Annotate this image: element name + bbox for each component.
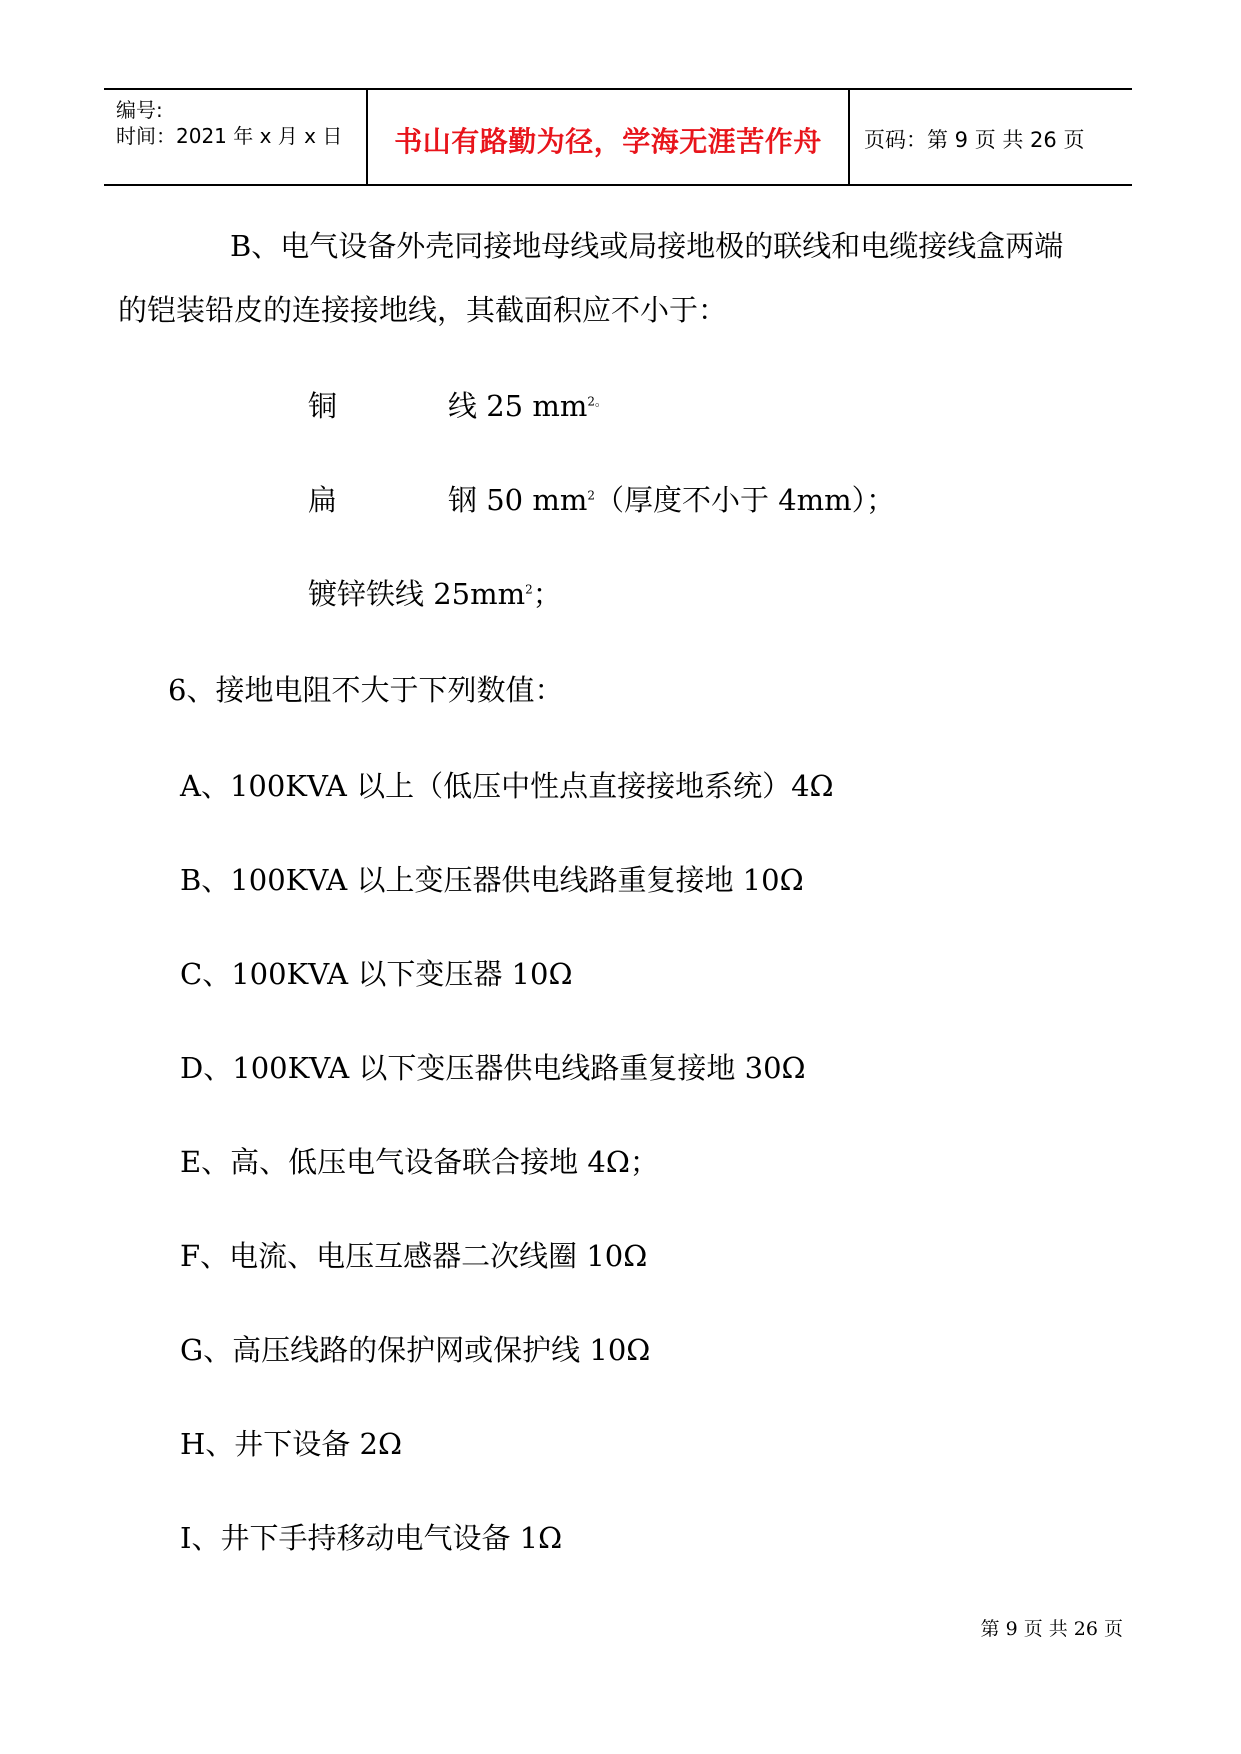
galv-superscript: 2 (525, 582, 533, 597)
list-item: B、100KVA 以上变压器供电线路重复接地 10Ω (180, 863, 804, 897)
number-label: 编号: (116, 98, 163, 122)
list-item: D、100KVA 以下变压器供电线路重复接地 30Ω (180, 1051, 806, 1085)
list-item: I、井下手持移动电气设备 1Ω (180, 1521, 563, 1555)
motto: 书山有路勤为径，学海无涯苦作舟 (394, 125, 822, 158)
list-item: F、电流、电压互感器二次线圈 10Ω (180, 1239, 648, 1273)
list-item: C、100KVA 以下变压器 10Ω (180, 957, 573, 991)
header-page-cell (850, 90, 1132, 184)
flat-label: 扁 (308, 483, 338, 517)
page-info: 页码：第 9 页 共 26 页 (864, 128, 1085, 152)
header-motto-cell (368, 90, 850, 184)
item-6-heading: 6、接地电阻不大于下列数值： (168, 673, 564, 707)
flat-superscript: 2 (587, 488, 595, 503)
galvanized-spec: 镀锌铁线 $25mm^2$； (308, 577, 562, 611)
paragraph-b-line1: B、电气设备外壳同接地母线或局接地极的联线和电缆接线盒两端 (230, 229, 1064, 263)
copper-superscript: 2。 (587, 394, 607, 409)
copper-spec: 线 25 $mm^{2。}$ (448, 389, 607, 423)
paragraph-b-line2: 的铠装铅皮的连接接地线，其截面积应不小于： (118, 293, 728, 327)
list-item: G、高压线路的保护网或保护线 10Ω (180, 1333, 651, 1367)
flat-spec: 钢 50 $mm^2$（厚度不小于 4mm）； (448, 483, 896, 517)
header-meta-cell (104, 90, 368, 184)
time-label: 时间：2021 年 x 月 x 日 (116, 124, 343, 148)
page-header (104, 88, 1132, 186)
list-item: E、高、低压电气设备联合接地 4Ω； (180, 1145, 659, 1179)
page-footer: 第 9 页 共 26 页 (980, 1618, 1123, 1640)
list-item: H、井下设备 2Ω (180, 1427, 403, 1461)
list-item: A、100KVA 以上（低压中性点直接接地系统）4Ω (180, 769, 834, 803)
copper-label: 铜 (308, 389, 338, 423)
